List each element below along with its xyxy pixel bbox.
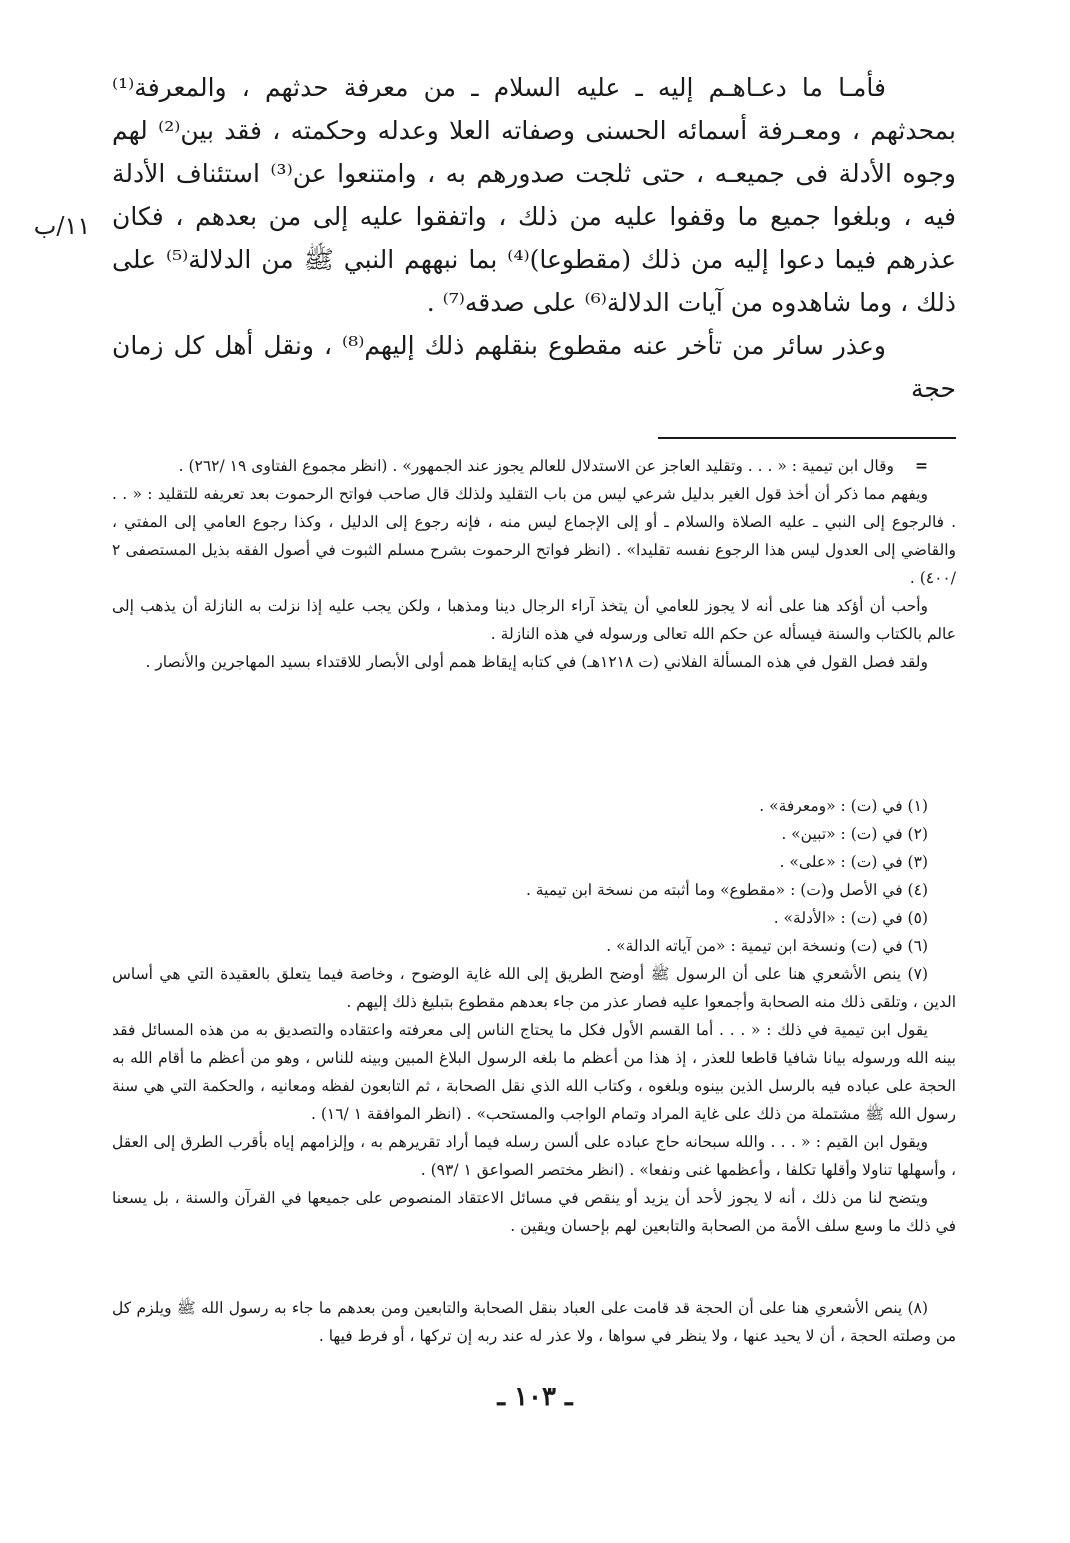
main-paragraph: فأمـا ما دعـاهـم إليه ـ عليه السلام ـ من معرفة حدثهم ، والمعرفة⁽¹⁾ بمحدثهم ، ومعـرفة أسمائه الحسنى وصفاته العلا وعدله وحكمته ، فقد بين⁽²⁾ لهم وجوه الأدلة فى جميعـه ، حتى ثلجت صدورهم به ، وامتنعوا عن⁽³⁾ استئناف الأدلة فيه ، وبلغوا جميع ما وقفوا عليه من ذلك ، واتفقوا عليه إلى من بعدهم ، فكان عذرهم فيما دعوا إليه من ذلك (مقطوعا)⁽⁴⁾ بما نبههم النبي ﷺ من الدلالة⁽⁵⁾ على ذلك ، وما شاهدوه من آيات الدلالة⁽⁶⁾ على صدقه⁽⁷⁾ .: [112, 73, 956, 317]
footnote-5: (٥) في (ت) : «الأدلة» .: [773, 909, 928, 927]
continued-footnote: [112, 452, 956, 676]
footnote-divider: [658, 437, 956, 439]
main-paragraph: وعذر سائر من تأخر عنه مقطوع بنقلهم ذلك إليهم⁽⁸⁾ ، ونقل أهل كل زمان حجة: [112, 331, 956, 403]
footnote-4: (٤) في الأصل و(ت) : «مقطوع» وما أثبته من نسخة ابن تيمية .: [525, 881, 928, 899]
footnote-1: (١) في (ت) : «ومعرفة» .: [759, 797, 928, 815]
footnote-paragraph: [112, 452, 956, 480]
footnote-paragraph: يقول ابن تيمية في ذلك : « . . . أما القسم الأول فكل ما يحتاج الناس إلى معرفته واعتقاده والتصديق به من هذه المسائل فقد بينه الله ورسوله بيانا شافيا قاطعا للعذر ، إذ هذا من أعظم ما بلغه الرسول البلاغ المبين وبينه للناس ، وهو من أعظم ما أقام الله به الحجة على عباده فيه بالرسل الذين بينوه وبلغوه ، وكتاب الله الذي نقل الصحابة ، ثم التابعون لفظه ومعانيه ، والحكمة التي هي سنة رسول الله ﷺ مشتملة من ذلك على غاية المراد وتمام الواجب والمستحب» . (انظر الموافقة ١ /١٦) .: [112, 1021, 956, 1123]
footnote-text: وقال ابن تيمية : « . . . وتقليد العاجز عن الاستدلال للعالم يجوز عند الجمهور» . (انظر مجموع الفتاوى ١٩ /٢٦٢) .: [178, 457, 894, 475]
footnote-paragraph: ويتضح لنا من ذلك ، أنه لا يجوز لأحد أن يزيد أو ينقص في مسائل الاعتقاد المنصوص على جميعها في القرآن والسنة ، بل يسعنا في ذلك ما وسع سلف الأمة من الصحابة والتابعين لهم بإحسان ويقين .: [112, 1189, 956, 1235]
main-text: [112, 66, 956, 410]
footnote-paragraph: ويقول ابن القيم : « . . . والله سبحانه حاج عباده على ألسن رسله فيما أراد تقريرهم به ، وإلزامهم إياه بأقرب الطرق إلى العقل ، وأسهلها تناولا وأقلها تكلفا ، وأعظمها غنى ونفعا» . (انظر مختصر الصواعق ١ /٩٣) .: [112, 1133, 956, 1179]
footnote-6: (٦) في (ت) ونسخة ابن تيمية : «من آياته الدالة» .: [606, 937, 928, 955]
footnote-3: (٣) في (ت) : «على» .: [779, 853, 928, 871]
footnote-8-block: [112, 1294, 956, 1350]
footnote-paragraph: ويفهم مما ذكر أن أخذ قول الغير بدليل شرعي ليس من باب التقليد ولذلك قال صاحب فواتح الرحموت بعد تعريفه للتقليد : « . . . فالرجوع إلى النبي ـ عليه الصلاة والسلام ـ أو إلى الإجماع ليس منه ، فإنه رجوع إلى الدليل ، وكذا رجوع العامي إلى المفتي ، والقاضي إلى العدول ليس هذا الرجوع نفسه تقليدا» . (انظر فواتح الرحموت بشرح مسلم الثبوت في أصول الفقه بذيل المستصفى ٢ /٤٠٠) .: [112, 485, 956, 587]
manuscript-folio-ref: ١١/ب: [33, 212, 91, 240]
footnote-2: (٢) في (ت) : «تبين» .: [781, 825, 928, 843]
continuation-mark: =: [915, 456, 928, 475]
footnote-8: (٨) ينص الأشعري هنا على أن الحجة قد قامت على العباد بنقل الصحابة والتابعين ومن بعدهم ما جاء به رسول الله ﷺ ويلزم كل من وصلته الحجة ، أن لا يحيد عنها ، ولا ينظر في سواها ، ولا عذر له عند ربه إن تركها ، أو فرط فيها .: [112, 1299, 956, 1345]
footnotes-list: [112, 792, 956, 1240]
page-number: ـ ١٠٣ ـ: [497, 1382, 573, 1412]
footnote-7: (٧) ينص الأشعري هنا على أن الرسول ﷺ أوضح الطريق إلى الله غاية الوضوح ، وخاصة فيما يتعلق بالعقيدة التي هي أساس الدين ، وتلقى ذلك منه الصحابة وأجمعوا عليه فصار عذر من جاء بعدهم مقطوع بتبليغ ذلك إليهم .: [112, 965, 956, 1011]
footnote-paragraph: ولقد فصل القول في هذه المسألة الفلاني (ت ١٢١٨هـ) في كتابه إيقاظ همم أولى الأبصار للاقتداء بسيد المهاجرين والأنصار .: [145, 653, 928, 671]
footnote-paragraph: وأحب أن أؤكد هنا على أنه لا يجوز للعامي أن يتخذ آراء الرجال دينا ومذهبا ، ولكن يجب عليه إذا نزلت به النازلة أن يذهب إلى عالم بالكتاب والسنة فيسأله عن حكم الله تعالى ورسوله في هذه النازلة .: [112, 597, 956, 643]
